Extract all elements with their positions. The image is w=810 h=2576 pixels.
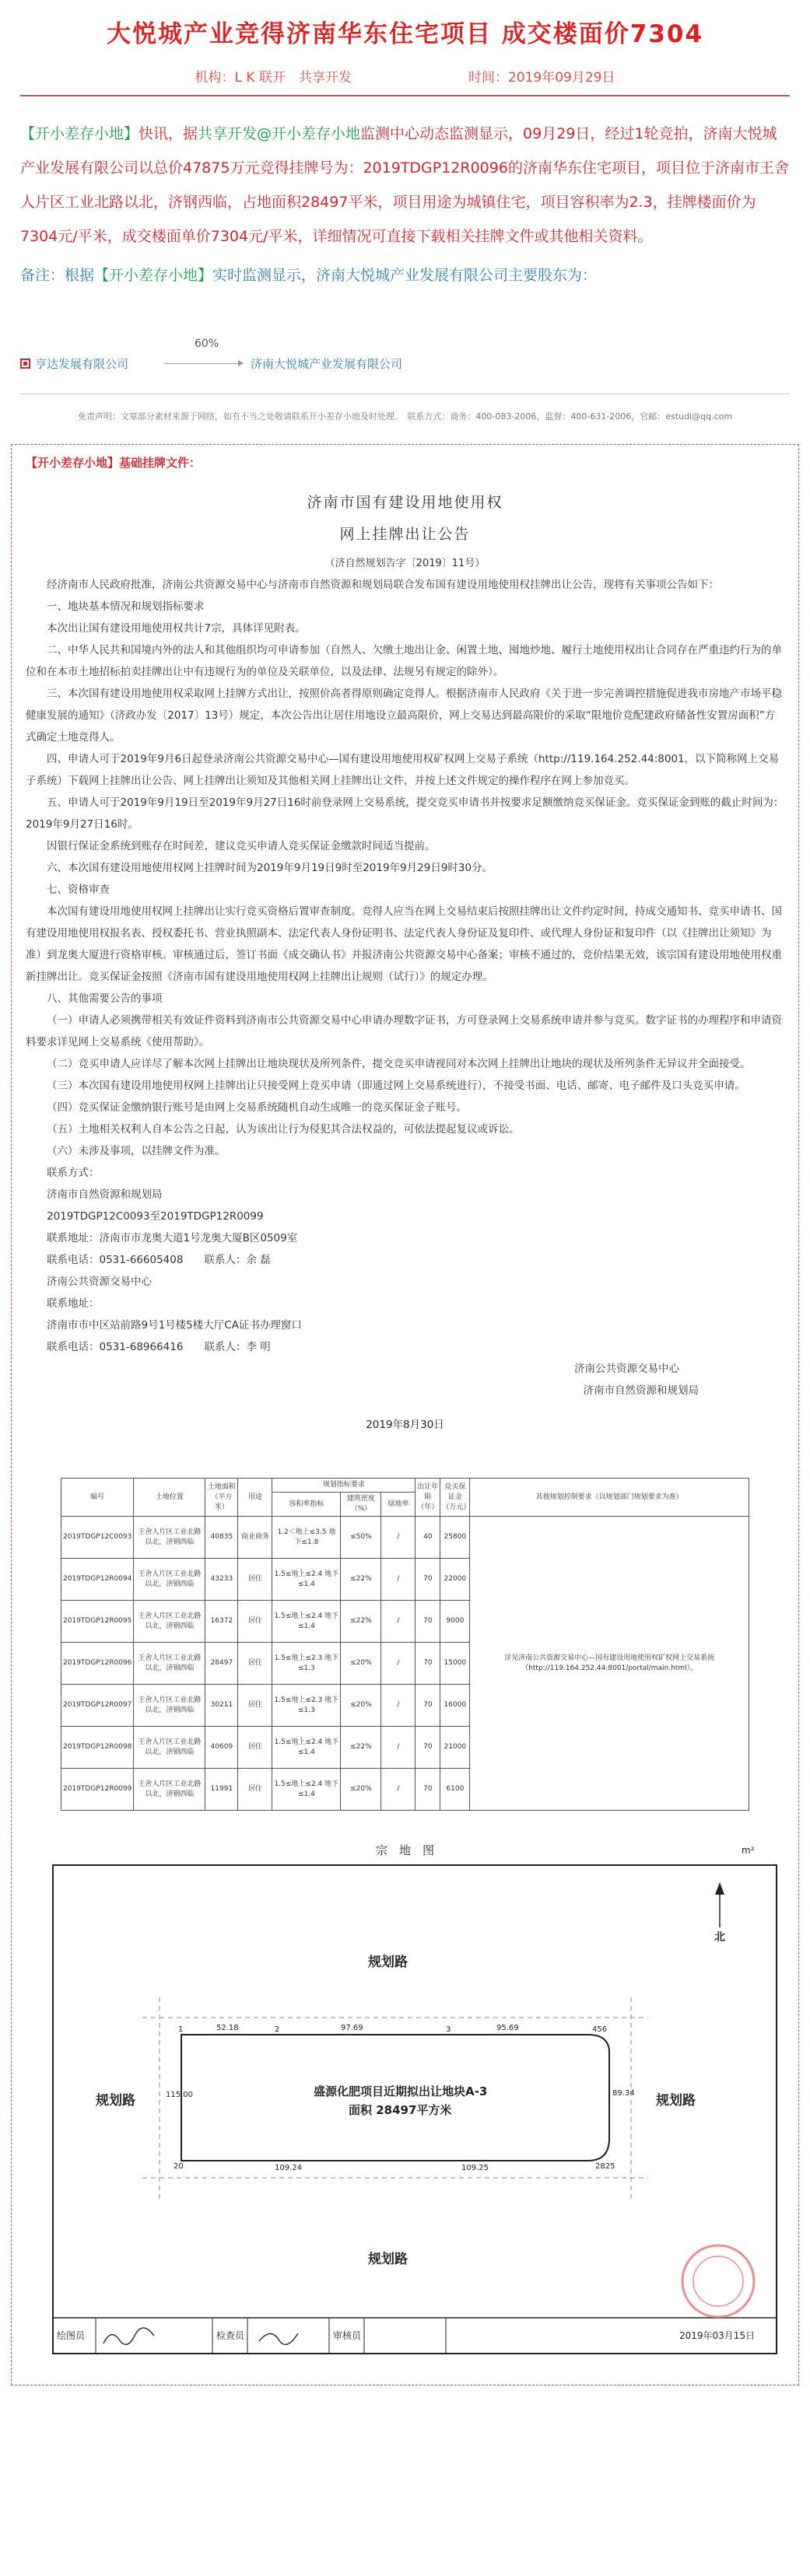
signer-1: 济南公共资源交易中心	[574, 1363, 679, 1375]
col-deposit: 竞买保证金（万元）	[440, 1479, 470, 1517]
col-use: 用途	[238, 1479, 272, 1517]
cell-area: 28497	[205, 1643, 238, 1685]
notice-paragraph: 四、申请人可于2019年9月6日起登录济南公共资源交易中心—国有建设用地使用权矿权网上交易子系统（http://119.164.252.44:8001，以下简称网上交易子系统）下载网上挂牌出让公告、网上挂牌出让须知及其他相关网上挂牌出让文件，并按上述文件规定的操作程序在网上参加竞买。	[26, 753, 780, 787]
cell-height: /	[381, 1517, 416, 1559]
cell-code: 2019TDGP12R0095	[61, 1601, 134, 1643]
cell-code: 2019TDGP12R0096	[61, 1643, 134, 1685]
cell-far: 1.5≤地上≤2.4 地下≤1.4	[272, 1769, 341, 1811]
cell-years: 70	[416, 1601, 440, 1643]
article-title: 大悦城产业竞得济南华东住宅项目 成交楼面价7304	[106, 20, 704, 48]
col-density: 建筑密度（%）	[341, 1493, 381, 1517]
cell-location: 王舍人片区工业北路以北，济钢西临	[134, 1559, 205, 1601]
notice-subtitle: 网上挂牌出让公告	[339, 526, 471, 543]
cell-code: 2019TDGP12R0094	[61, 1559, 134, 1601]
company-icon	[20, 359, 30, 369]
cell-years: 70	[416, 1643, 440, 1685]
cell-use: 商业商务	[238, 1517, 272, 1559]
notice-paragraph: 联系地址：济南市市龙奥大道1号龙奥大厦B区0509室	[47, 1232, 298, 1244]
cell-far: 1.5≤地上≤2.4 地下≤1.4	[272, 1559, 341, 1601]
shareholder-diagram	[20, 322, 790, 383]
article-text: 快讯，据	[139, 125, 198, 142]
notice-paragraph: 本次国有建设用地使用权网上挂牌出让实行竞买资格后置审查制度。竞得人应当在网上交易结束后按照挂牌出让文件约定时间，持成交通知书、竞买申请书、国有建设用地使用权报名表、授权委托书、营业执照副本、法定代表人身份证明书、法定代表人身份证及复印件、或代理人身份证和复印件（以《挂牌出让须知》为准）到龙奥大厦进行资格审核。审核通过后，签订书面《成交确认书》并报济南公共资源交易中心备案；审核不通过的，竞价结果无效，该宗国有建设用地使用权重新挂牌出让。竞买保证金按照《济南市国有建设用地使用权网上挂牌出让规则（试行）》的规定办理。	[26, 905, 782, 983]
signer-2: 济南市自然资源和规划局	[583, 1384, 699, 1397]
cell-far: 1.5≤地上≤2.4 地下≤1.4	[272, 1727, 341, 1769]
notice-signature	[26, 1358, 784, 1402]
cell-green: ≤22%	[341, 1601, 381, 1643]
headline	[0, 0, 810, 86]
point-label: 1	[178, 2025, 184, 2034]
disclaimer: 免责声明：文章部分素材来源于网络，如有不当之处敬请联系开小差存小地及时处理。 联系方式：商务：400-083-2006，监督：400-631-2006，官邮：estudi@qq.com	[77, 411, 733, 422]
brand-tag: 【开小差存小地】	[20, 125, 139, 142]
reviewer-label: 审核员	[333, 2330, 362, 2341]
cell-far: 1.2＜地上≤3.5 地下≤1.8	[272, 1517, 341, 1559]
dim-label: 89.34	[612, 2089, 635, 2098]
cell-deposit: 22000	[440, 1559, 470, 1601]
point-label: 20	[174, 2162, 184, 2171]
dim-label: 97.69	[341, 2024, 363, 2032]
col-plan: 规划指标要求	[272, 1479, 416, 1493]
notice-paragraph: 联系电话：0531-66605408 联系人：余 磊	[47, 1254, 271, 1266]
col-area: 土地面积（平方米）	[205, 1479, 238, 1517]
north-label: 北	[714, 1931, 725, 1944]
cell-height: /	[381, 1643, 416, 1685]
cell-use: 居住	[238, 1685, 272, 1727]
col-years: 出让年限（年）	[416, 1479, 440, 1517]
note-text: 实时监测显示，济南大悦城产业发展有限公司主要股东为：	[212, 267, 598, 284]
signature-checker	[259, 2333, 298, 2344]
cell-green: ≤20%	[341, 1769, 381, 1811]
notice-paragraph: 因银行保证金系统到账存在时间差，建议竞买申请人竞买保证金缴款时间适当提前。	[47, 840, 436, 852]
cell-deposit: 25800	[440, 1517, 470, 1559]
cell-use: 居住	[238, 1601, 272, 1643]
cell-far: 1.5≤地上≤2.3 地下≤1.3	[272, 1643, 341, 1685]
brand-tag: 【开小差存小地】	[94, 267, 213, 284]
cell-location: 王舍人片区工业北路以北，济钢西临	[134, 1769, 205, 1811]
map-date: 2019年03月15日	[679, 2330, 756, 2341]
official-seal-inner-icon	[693, 2256, 743, 2306]
notice-paragraph: 七、资格审查	[47, 884, 110, 896]
dim-label: 109.25	[461, 2164, 489, 2172]
cell-area: 11991	[205, 1769, 238, 1811]
article-body	[0, 96, 810, 254]
notice-title: 济南市国有建设用地使用权	[307, 494, 503, 511]
cell-green: ≤50%	[341, 1517, 381, 1559]
arrow-icon	[164, 363, 242, 364]
notice-paragraph: 一、地块基本情况和规划指标要求	[47, 600, 205, 613]
cell-deposit: 9000	[440, 1601, 470, 1643]
notice-paragraph: （四）竞买保证金缴纳银行账号是由网上交易系统随机自动生成唯一的竞买保证金子账号。	[47, 1101, 467, 1114]
cell-height: /	[381, 1601, 416, 1643]
article-meta	[16, 66, 794, 86]
plot-table	[61, 1478, 749, 1811]
signature-drawer	[103, 2328, 154, 2344]
cell-deposit: 15000	[440, 1643, 470, 1685]
cell-years: 70	[416, 1769, 440, 1811]
cell-other: 详见济南公共资源交易中心—国有建设用地使用权矿权网上交易系统（http://119.164.252.44:8001/portal/main.html）。	[470, 1517, 749, 1811]
road-bottom: 规划路	[368, 2252, 408, 2267]
notice-paragraph: 联系方式：	[47, 1167, 100, 1179]
notice-date: 2019年8月30日	[366, 1419, 444, 1431]
plot-name: 盛源化肥项目近期拟出让地块A-3	[314, 2084, 488, 2098]
cell-code: 2019TDGP12R0099	[61, 1769, 134, 1811]
notice-paragraph: （一）申请人必须携带相关有效证件资料到济南市公共资源交易中心申请办理数字证书，方可登录网上交易系统申请并参与竞买。数字证书的办理程序和申请资料要求详见网上交易系统《使用帮助》。	[26, 1014, 782, 1048]
dim-label: 115.00	[166, 2091, 193, 2099]
agency-label: 机构：L K 联开 共享开发	[195, 70, 352, 86]
cell-use: 居住	[238, 1769, 272, 1811]
cell-far: 1.5≤地上≤2.3 地下≤1.3	[272, 1685, 341, 1727]
notice-paragraph: 济南市市中区站前路9号1号楼5楼大厅CA证书办理窗口	[47, 1319, 302, 1332]
cell-green: ≤20%	[341, 1685, 381, 1727]
notice-paragraph: 经济南市人民政府批准，济南公共资源交易中心与济南市自然资源和规划局联合发布国有建设用地使用权挂牌出让公告，现将有关事项公告如下：	[47, 579, 719, 591]
col-far: 容积率指标	[272, 1493, 341, 1517]
cell-height: /	[381, 1685, 416, 1727]
plot-area: 面积 28497平方米	[349, 2103, 452, 2117]
map-unit: m²	[742, 1845, 755, 1856]
cell-location: 王舍人片区工业北路以北，济钢西临	[134, 1643, 205, 1685]
notice-paragraph: 联系地址：	[47, 1297, 100, 1310]
article-note	[0, 254, 810, 291]
notice-paragraph: 济南公共资源交易中心	[47, 1276, 152, 1288]
cell-green: ≤22%	[341, 1559, 381, 1601]
cell-location: 王舍人片区工业北路以北，济钢西临	[134, 1601, 205, 1643]
notice-body	[26, 574, 784, 1358]
col-other: 其他规划控制要求（以规划部门规划要求为准）	[470, 1479, 749, 1517]
notice-paragraph: 六、本次国有建设用地使用权网上挂牌时间为2019年9月19日9时至2019年9月29日9时30分。	[47, 862, 493, 874]
cell-use: 居住	[238, 1727, 272, 1769]
point-label: 3	[446, 2025, 451, 2034]
parent-company-label: 亨达发展有限公司	[35, 357, 129, 371]
cell-location: 王舍人片区工业北路以北，济钢西临	[134, 1727, 205, 1769]
cell-area: 40609	[205, 1727, 238, 1769]
notice-box	[11, 444, 799, 2385]
col-location: 土地位置	[134, 1479, 205, 1517]
point-label: 2	[275, 2025, 280, 2034]
notice-paragraph: 联系电话：0531-68966416 联系人：李 明	[47, 1341, 271, 1353]
parent-company[interactable]	[20, 355, 128, 372]
cell-location: 王舍人片区工业北路以北，济钢西临	[134, 1517, 205, 1559]
notice-number: （济自然规划告字〔2019〕11号）	[324, 558, 486, 569]
notice-paragraph: （五）土地相关权利人自本公告之日起，认为该出让行为侵犯其合法权益的，可依法提起复议或诉讼。	[47, 1123, 520, 1136]
table-row	[61, 1517, 749, 1559]
cell-green: ≤20%	[341, 1643, 381, 1685]
article-text: 监测中心动态监测显示，09月29日，经过1轮竞拍，济南大悦城产业发展有限公司以总价47875万元竞得挂牌号为：2019TDGP12R0096的济南华东住宅项目，项目位于济南市王舍人片区工业北路以北，济钢西临，占地面积28497平米，项目用途为城镇住宅，项目容积率为2.3，挂牌楼面价为7304元/平米，成交楼面单价7304元/平米，详细情况可直接下载相关挂牌文件或其他相关资料。	[20, 125, 789, 245]
road-right: 规划路	[656, 2093, 696, 2109]
road-top: 规划路	[368, 1955, 408, 1970]
cell-years: 70	[416, 1559, 440, 1601]
cell-area: 43233	[205, 1559, 238, 1601]
cell-use: 居住	[238, 1559, 272, 1601]
cell-code: 2019TDGP12R0097	[61, 1685, 134, 1727]
dim-label: 52.18	[216, 2024, 239, 2032]
dim-label: 95.69	[496, 2024, 519, 2032]
notice-paragraph: （三）本次国有建设用地使用权网上挂牌出让只接受网上竞买申请（即通过网上交易系统进行），不接受书面、电话、邮寄、电子邮件及口头竞买申请。	[47, 1080, 745, 1092]
cell-height: /	[381, 1727, 416, 1769]
cell-height: /	[381, 1559, 416, 1601]
cell-area: 16372	[205, 1601, 238, 1643]
cell-area: 30211	[205, 1685, 238, 1727]
cell-area: 40835	[205, 1517, 238, 1559]
share-percentage: 60%	[195, 338, 219, 350]
notice-paragraph: 三、本次国有建设用地使用权采取网上挂牌方式出让，按照价高者得原则确定竞得人。根据济南市人民政府《关于进一步完善调控措施促进我市房地产市场平稳健康发展的通知》（济政办发〔2017〕13号）规定，本次公告出让居住用地设立最高限价，网上交易达到最高限价的采取“限地价竞配建政府储备性安置房面积”方式确定土地竞得人。	[26, 688, 782, 744]
cell-code: 2019TDGP12C0093	[61, 1517, 134, 1559]
notice-paragraph: 八、其他需要公告的事项	[47, 992, 163, 1005]
child-company[interactable]: 济南大悦城产业发展有限公司	[251, 357, 403, 371]
notice-paragraph: （二）竞买申请人应详尽了解本次网上挂牌出让地块现状及所列条件，提交竞买申请视同对本次网上挂牌出让地块的现状及所列条件无异议并全面接受。	[47, 1058, 751, 1070]
notice-paragraph: 五、申请人可于2019年9月19日至2019年9月27日16时前登录网上交易系统，提交竞买申请书并按要求足额缴纳竞买保证金。竞买保证金到账的截止时间为：2019年9月27日16时。	[26, 796, 784, 831]
cell-years: 70	[416, 1727, 440, 1769]
point-label: 2825	[595, 2162, 615, 2171]
notice-paragraph: 二、中华人民共和国境内外的法人和其他组织均可申请参加（自然人、欠缴土地出让金、闲置土地、囤地炒地、履行土地使用权出让合同存在严重违约行为的单位和在本市土地招标拍卖挂牌出让中有违规行为的单位及关联单位，以及法律、法规另有规定的除外）。	[26, 644, 782, 678]
col-code: 编号	[61, 1479, 134, 1517]
dim-label: 109.24	[275, 2164, 302, 2172]
plot-map	[41, 1842, 769, 2361]
drawer-label: 绘图员	[57, 2330, 86, 2341]
cell-deposit: 16000	[440, 1685, 470, 1727]
col-green: 绿地率	[381, 1493, 416, 1517]
date-label: 时间：2019年09月29日	[468, 70, 615, 86]
notice-paragraph: 本次出让国有建设用地使用权共计7宗，具体详见附表。	[47, 622, 306, 635]
cell-code: 2019TDGP12R0098	[61, 1727, 134, 1769]
cell-green: ≤22%	[341, 1727, 381, 1769]
source-link[interactable]: 共享开发@开小差存小地	[198, 125, 361, 142]
notice-paragraph: 2019TDGP12C0093至2019TDGP12R0099	[47, 1210, 264, 1223]
notice-tag: 【开小差存小地】基础挂牌文件：	[26, 456, 202, 470]
north-arrow-head-icon	[715, 1882, 724, 1895]
map-title: 宗 地 图	[376, 1843, 435, 1857]
plot-table-body	[61, 1517, 749, 1811]
checker-label: 检查员	[216, 2330, 245, 2341]
notice-paragraph: （六）未涉及事项，以挂牌文件为准。	[47, 1145, 226, 1157]
cell-years: 40	[416, 1517, 440, 1559]
road-left: 规划路	[96, 2093, 135, 2109]
cell-years: 70	[416, 1685, 440, 1727]
cell-deposit: 21000	[440, 1727, 470, 1769]
cell-height: /	[381, 1769, 416, 1811]
cell-deposit: 6100	[440, 1769, 470, 1811]
point-label: 456	[592, 2025, 608, 2034]
note-text: 备注：根据	[20, 267, 95, 284]
cell-location: 王舍人片区工业北路以北，济钢西临	[134, 1685, 205, 1727]
cell-use: 居住	[238, 1643, 272, 1685]
cell-far: 1.5≤地上≤2.4 地下≤1.4	[272, 1601, 341, 1643]
notice-paragraph: 济南市自然资源和规划局	[47, 1188, 163, 1201]
